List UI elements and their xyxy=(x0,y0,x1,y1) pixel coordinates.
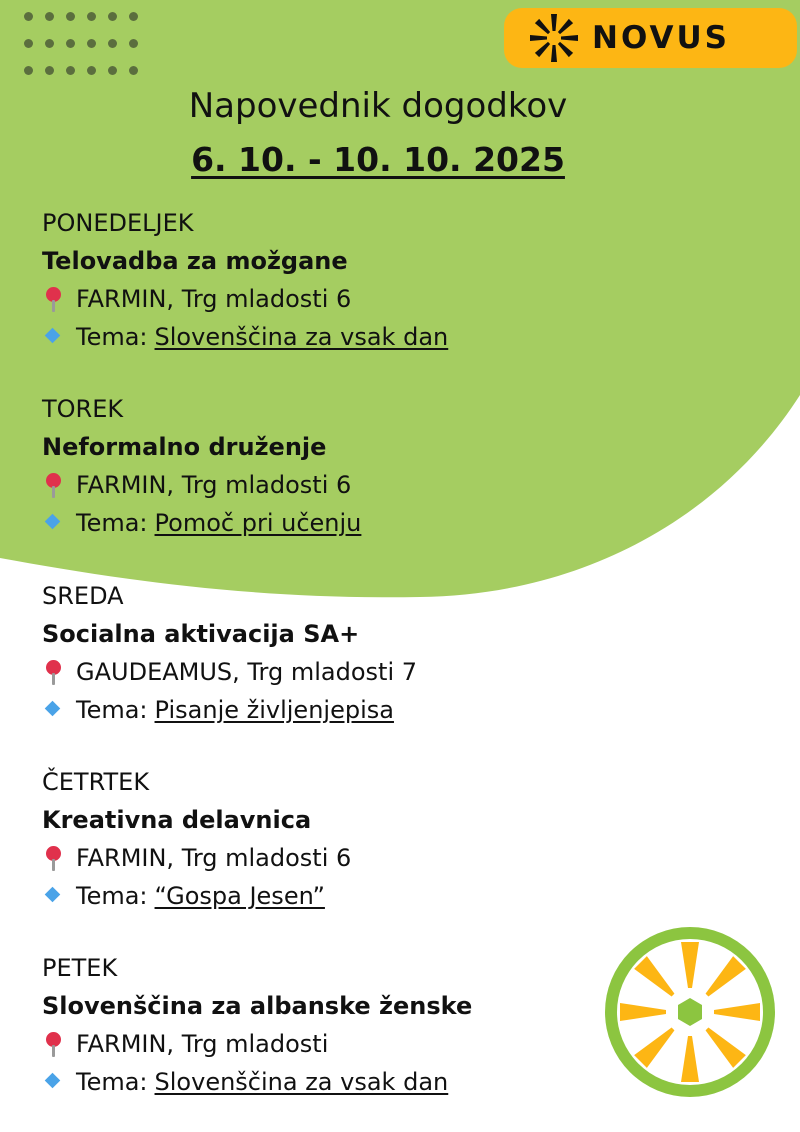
day-name: SREDA xyxy=(42,582,124,610)
event-title: Slovenščina za albanske ženske xyxy=(42,992,473,1020)
day-block-thursday xyxy=(42,763,742,915)
day-name: ČETRTEK xyxy=(42,768,150,796)
day-block-tuesday xyxy=(42,390,742,542)
round-pushpin-icon xyxy=(42,657,66,687)
topic-line xyxy=(42,691,742,729)
topic-line xyxy=(42,504,742,542)
day-block-wednesday xyxy=(42,577,742,729)
topic-link[interactable]: Slovenščina za vsak dan xyxy=(154,323,449,351)
round-pushpin-icon xyxy=(42,284,66,314)
blue-diamond-icon xyxy=(42,322,66,352)
topic-label: Tema: xyxy=(76,696,148,724)
location-text: FARMIN, Trg mladosti 6 xyxy=(76,471,352,499)
blue-diamond-icon xyxy=(42,881,66,911)
event-title: Socialna aktivacija SA+ xyxy=(42,620,360,648)
brand-name: NOVUS xyxy=(592,20,730,56)
event-title: Telovadba za možgane xyxy=(42,247,348,275)
location-line xyxy=(42,466,742,504)
topic-line xyxy=(42,318,742,356)
blue-diamond-icon xyxy=(42,1067,66,1097)
round-pushpin-icon xyxy=(42,843,66,873)
topic-link[interactable]: Slovenščina za vsak dan xyxy=(154,1068,449,1096)
novus-logo-mark-icon xyxy=(524,8,584,68)
decorative-wheel-icon xyxy=(600,922,780,1102)
location-text: FARMIN, Trg mladosti 6 xyxy=(76,844,352,872)
round-pushpin-icon xyxy=(42,1029,66,1059)
topic-label: Tema: xyxy=(76,882,148,910)
decorative-dot-grid xyxy=(18,6,144,87)
day-block-monday xyxy=(42,204,742,356)
round-pushpin-icon xyxy=(42,470,66,500)
page-title: Napovednik dogodkov xyxy=(188,86,568,126)
day-name: PONEDELJEK xyxy=(42,209,194,237)
topic-link[interactable]: Pisanje življenjepisa xyxy=(154,696,394,724)
date-range: 6. 10. - 10. 10. 2025 xyxy=(191,140,565,179)
day-name: TOREK xyxy=(42,395,124,423)
location-text: FARMIN, Trg mladosti xyxy=(76,1030,329,1058)
location-line xyxy=(42,839,742,877)
event-title: Neformalno druženje xyxy=(42,433,327,461)
location-text: FARMIN, Trg mladosti 6 xyxy=(76,285,352,313)
blue-diamond-icon xyxy=(42,508,66,538)
topic-label: Tema: xyxy=(76,1068,148,1096)
novus-logo xyxy=(504,8,797,68)
topic-line xyxy=(42,877,742,915)
location-line xyxy=(42,280,742,318)
topic-label: Tema: xyxy=(76,509,148,537)
topic-link[interactable]: Pomoč pri učenju xyxy=(154,509,362,537)
topic-label: Tema: xyxy=(76,323,148,351)
day-name: PETEK xyxy=(42,954,118,982)
event-title: Kreativna delavnica xyxy=(42,806,312,834)
location-text: GAUDEAMUS, Trg mladosti 7 xyxy=(76,658,418,686)
blue-diamond-icon xyxy=(42,695,66,725)
location-line xyxy=(42,653,742,691)
topic-link[interactable]: “Gospa Jesen” xyxy=(154,882,325,910)
